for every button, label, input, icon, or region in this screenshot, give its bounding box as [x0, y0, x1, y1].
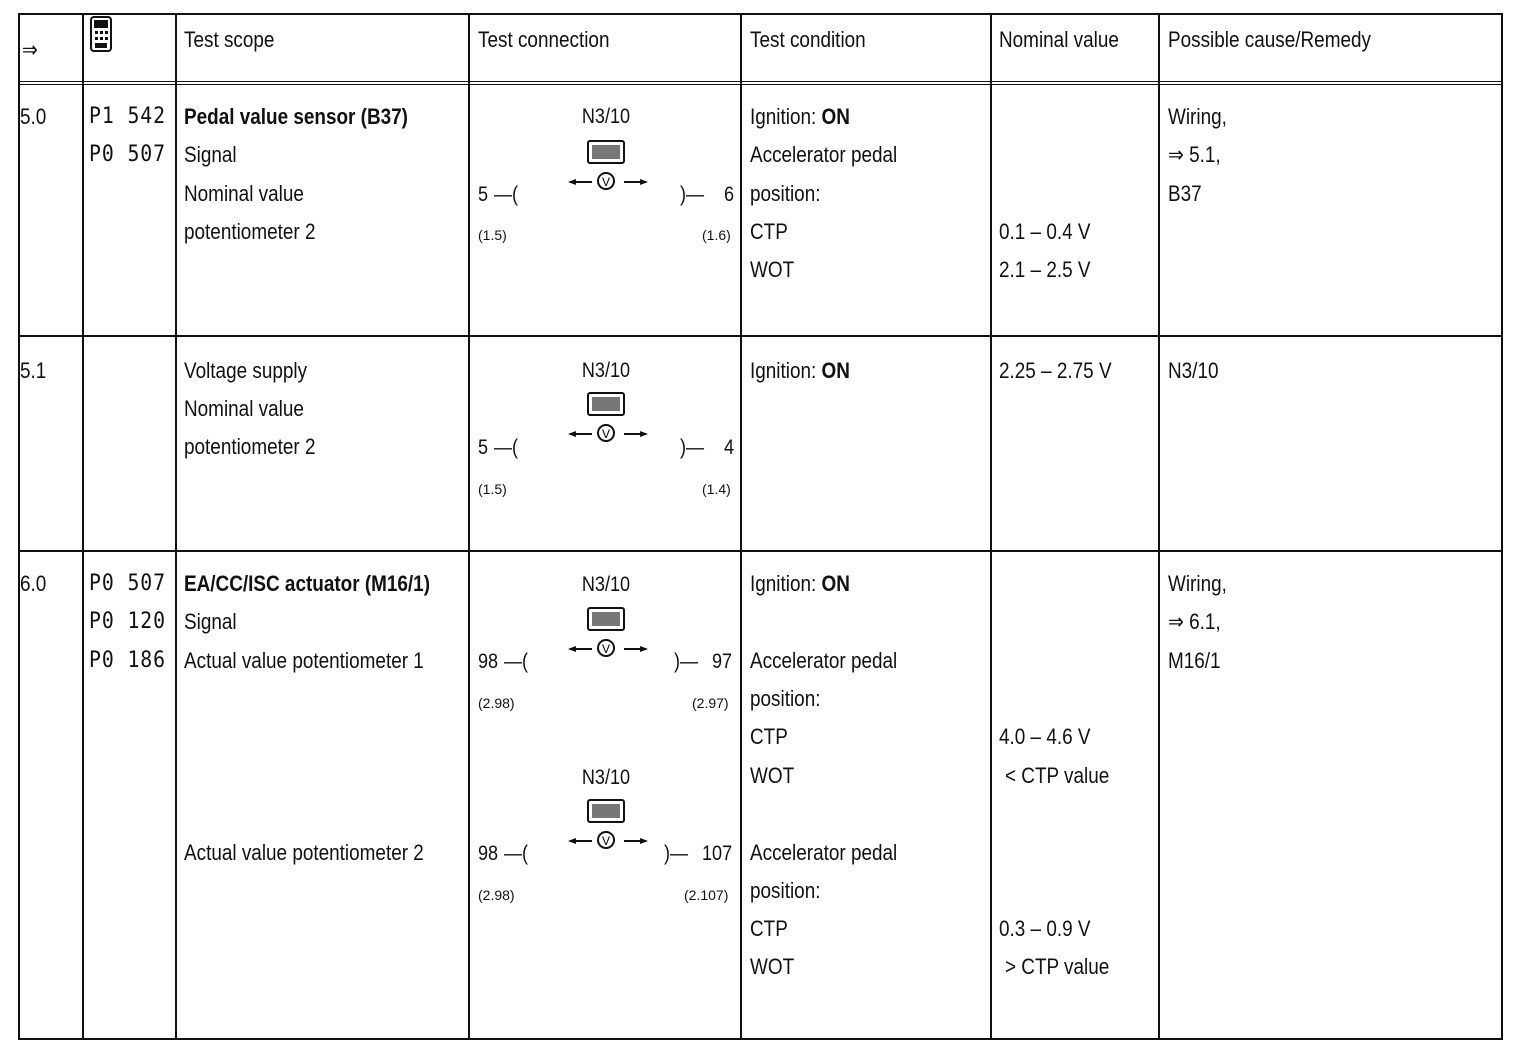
svg-text:V: V [601, 834, 611, 848]
pin-left: 98 [478, 842, 499, 865]
header-test-scope: Test scope [184, 27, 275, 52]
header-possible-cause: Possible cause/Remedy [1168, 27, 1371, 52]
scope-line: Signal [184, 142, 237, 167]
scope-title: EA/CC/ISC actuator (M16/1) [184, 571, 431, 596]
pin-left-sub: (2.98) [478, 695, 515, 711]
scope-line: Nominal value [184, 396, 304, 421]
svg-text:V: V [601, 175, 611, 189]
nominal-value: < CTP value [1005, 763, 1110, 788]
step-number: 5.0 [20, 104, 47, 129]
test-table [18, 13, 1503, 1040]
condition-ignition: Ignition: ON [750, 571, 850, 596]
condition-line: CTP [750, 219, 788, 244]
remedy-line: M16/1 [1168, 648, 1221, 673]
svg-text:V: V [601, 642, 611, 656]
remedy-line: Wiring, [1168, 571, 1227, 596]
socket-right: )— [680, 436, 705, 459]
remedy-line: N3/10 [1168, 358, 1219, 383]
condition-line: position: [750, 181, 821, 206]
pin-left-sub: (1.5) [478, 481, 507, 497]
condition-line: WOT [750, 763, 795, 788]
scope-line: potentiometer 2 [184, 219, 316, 244]
condition-line: position: [750, 686, 821, 711]
pin-right-sub: (2.107) [684, 887, 729, 903]
header-nominal-value: Nominal value [999, 27, 1119, 52]
row-divider [18, 550, 1503, 552]
pin-right: 97 [712, 650, 733, 673]
scope-line: Signal [184, 609, 237, 634]
condition-line: Accelerator pedal [750, 840, 898, 865]
socket-left: —( [504, 650, 529, 673]
step-number: 5.1 [20, 358, 47, 383]
fault-code: P0 186 [89, 648, 166, 673]
fault-code: P0 120 [89, 609, 166, 634]
condition-ignition: Ignition: ON [750, 358, 850, 383]
col-divider [82, 13, 84, 1040]
col-divider [990, 13, 992, 1040]
device-label: N3/10 [581, 359, 631, 382]
fault-code: P0 507 [89, 571, 166, 596]
device-label: N3/10 [581, 573, 631, 596]
probe-arrows [568, 838, 648, 852]
socket-left: —( [494, 436, 519, 459]
col-divider [175, 13, 177, 1040]
svg-text:V: V [601, 427, 611, 441]
socket-right: )— [680, 183, 705, 206]
pin-right: 6 [724, 183, 735, 206]
header-divider [18, 81, 1503, 85]
probe-arrows [568, 431, 648, 445]
condition-line: WOT [750, 257, 795, 282]
condition-line: WOT [750, 954, 795, 979]
scope-title: Pedal value sensor (B37) [184, 104, 408, 129]
nominal-value: 0.1 – 0.4 V [999, 219, 1091, 244]
pin-right-sub: (2.97) [692, 695, 729, 711]
header-arrow: ⇒ [22, 37, 38, 62]
remedy-line: ⇒ 5.1, [1168, 142, 1221, 167]
socket-right: )— [674, 650, 699, 673]
pin-left: 98 [478, 650, 499, 673]
pin-right: 4 [724, 436, 735, 459]
fault-code: P1 542 [89, 104, 166, 129]
pin-right: 107 [702, 842, 733, 865]
nominal-value: > CTP value [1005, 954, 1110, 979]
pin-left: 5 [478, 183, 489, 206]
scope-line: Actual value potentiometer 1 [184, 648, 424, 673]
device-label: N3/10 [581, 766, 631, 789]
scope-line: potentiometer 2 [184, 434, 316, 459]
socket-left: —( [494, 183, 519, 206]
device-label: N3/10 [581, 105, 631, 128]
socket-left: —( [504, 842, 529, 865]
probe-arrows [568, 646, 648, 660]
col-divider [1158, 13, 1160, 1040]
pin-right-sub: (1.6) [702, 227, 731, 243]
condition-line: position: [750, 878, 821, 903]
scope-line: Nominal value [184, 181, 304, 206]
remedy-line: Wiring, [1168, 104, 1227, 129]
socket-right: )— [664, 842, 689, 865]
header-test-connection: Test connection [478, 27, 610, 52]
remedy-line: ⇒ 6.1, [1168, 609, 1221, 634]
condition-line: Accelerator pedal [750, 142, 898, 167]
nominal-value: 0.3 – 0.9 V [999, 916, 1091, 941]
pin-left: 5 [478, 436, 489, 459]
probe-arrows [568, 179, 648, 193]
nominal-value: 2.1 – 2.5 V [999, 257, 1091, 282]
condition-line: Accelerator pedal [750, 648, 898, 673]
condition-line: CTP [750, 916, 788, 941]
row-divider [18, 335, 1503, 337]
nominal-value: 2.25 – 2.75 V [999, 358, 1112, 383]
nominal-value: 4.0 – 4.6 V [999, 724, 1091, 749]
remedy-line: B37 [1168, 181, 1202, 206]
condition-ignition: Ignition: ON [750, 104, 850, 129]
diagnostic-device-icon [90, 16, 112, 52]
fault-code: P0 507 [89, 142, 166, 167]
pin-right-sub: (1.4) [702, 481, 731, 497]
header-test-condition: Test condition [750, 27, 866, 52]
scope-line: Voltage supply [184, 358, 308, 383]
condition-line: CTP [750, 724, 788, 749]
pin-left-sub: (2.98) [478, 887, 515, 903]
pin-left-sub: (1.5) [478, 227, 507, 243]
col-divider [468, 13, 470, 1040]
scope-line: Actual value potentiometer 2 [184, 840, 424, 865]
step-number: 6.0 [20, 571, 47, 596]
col-divider [740, 13, 742, 1040]
